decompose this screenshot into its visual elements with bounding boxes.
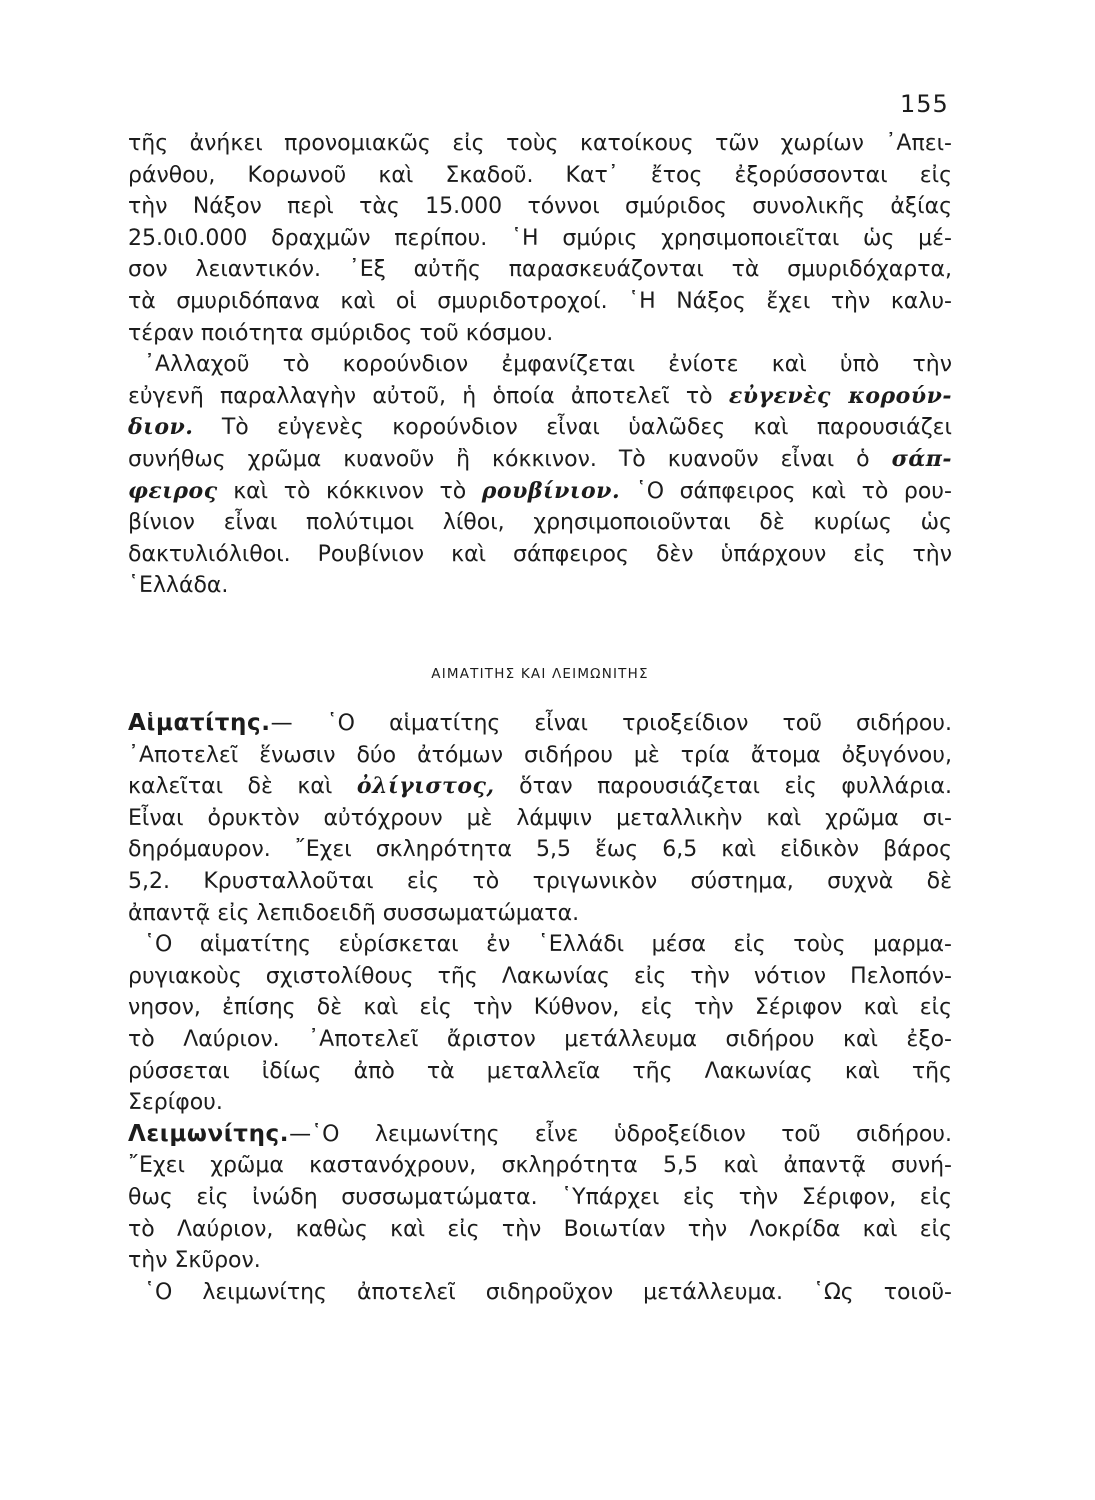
text-line <box>128 381 952 413</box>
text-line <box>128 444 952 476</box>
text-line: βίνιον εἶναι πολύτιμοι λίθοι, χρησιμοποιοῦνται δὲ κυρίως ὡς <box>128 510 952 536</box>
term-noble-corundum-end: διον. <box>128 414 194 441</box>
text-line: ᾿Αλλαχοῦ τὸ κορούνδιον ἐμφανίζεται ἐνίοτε καὶ ὑπὸ τὴν <box>144 352 952 378</box>
text-line: δακτυλιόλιθοι. Ρουβίνιον καὶ σάπφειρος δὲν ὑπάρχουν εἰς τὴν <box>128 541 952 567</box>
text-line: θως εἰς ἰνώδη συσσωματώματα. ῾Υπάρχει εἰς τὴν Σέριφον, εἰς <box>128 1184 952 1210</box>
paragraph-hematite <box>128 708 952 929</box>
text-segment: — ῾Ο αἱματίτης εἶναι τριοξείδιον τοῦ σιδήρου. <box>270 711 952 736</box>
text-line: ρυγιακοὺς σχιστολίθους τῆς Λακωνίας εἰς τὴν νότιον Πελοπόν- <box>128 963 952 989</box>
text-segment: —῾Ο λειμωνίτης εἶνε ὑδροξείδιον τοῦ σιδήρου. <box>289 1121 952 1147</box>
text-segment: ῾Ο σάπφειρος καὶ τὸ ρου- <box>635 478 952 504</box>
text-line: τῆς ἀνήκει προνομιακῶς εἰς τοὺς κατοίκους τῶν χωρίων ᾿Απει- <box>128 131 952 156</box>
paragraph-hematite-locations <box>128 929 952 1119</box>
text-line <box>128 1119 952 1151</box>
text-segment: Τὸ εὐγενὲς κορούνδιον εἶναι ὑαλῶδες καὶ παρουσιάζει <box>221 415 952 441</box>
text-line: ρύσσεται ἰδίως ἀπὸ τὰ μεταλλεῖα τῆς Λακωνίας καὶ τῆς <box>128 1058 952 1084</box>
heading-limonite: Λειμωνίτης. <box>128 1120 290 1147</box>
text-line: τὴν Σκῦρον. <box>128 1248 261 1274</box>
text-line: ράνθου, Κορωνοῦ καὶ Σκαδοῦ. Κατ᾿ ἔτος ἐξορύσσονται εἰς <box>128 162 952 188</box>
text-line <box>128 771 952 803</box>
term-oligist: ὀλίγιστος, <box>356 773 495 800</box>
text-block-upper <box>128 128 952 602</box>
text-line: Σερίφου. <box>128 1090 223 1116</box>
text-segment: εὐγενῆ παραλλαγὴν αὐτοῦ, ἡ ὁποία ἀποτελεῖ τὸ <box>128 383 713 409</box>
text-line: σον λειαντικόν. ᾿Εξ αὐτῆς παρασκευάζονται τὰ σμυριδόχαρτα, <box>128 257 952 283</box>
text-line: ῾Ελλάδα. <box>128 573 229 599</box>
term-sapphire: σάπ- <box>891 445 952 472</box>
text-line: ἀπαντᾷ εἰς λεπιδοειδῆ συσσωματώματα. <box>128 900 580 926</box>
text-segment: συνήθως χρῶμα κυανοῦν ἢ κόκκινον. Τὸ κυανοῦν εἶναι ὁ <box>128 446 870 472</box>
text-segment: ὅταν παρουσιάζεται εἰς φυλλάρια. <box>519 774 953 800</box>
text-line: τὴν Νάξον περὶ τὰς 15.000 τόννοι σμύριδος συνολικῆς ἀξίας <box>128 194 952 220</box>
term-sapphire-end: φειρος <box>128 477 218 504</box>
text-line <box>128 708 952 740</box>
paragraph-limonite-ore <box>128 1277 952 1309</box>
text-segment: καλεῖται δὲ καὶ <box>128 774 333 800</box>
text-line: 5,2. Κρυσταλλοῦται εἰς τὸ τριγωνικὸν σύστημα, συχνὰ δὲ <box>128 868 952 894</box>
text-line: νησον, ἐπίσης δὲ καὶ εἰς τὴν Κύθνον, εἰς τὴν Σέριφον καὶ εἰς <box>128 995 952 1021</box>
text-line: ᾿Αποτελεῖ ἕνωσιν δύο ἀτόμων σιδήρου μὲ τρία ἄτομα ὀξυγόνου, <box>128 742 952 768</box>
text-line: τὸ Λαύριον. ᾿Αποτελεῖ ἄριστον μετάλλευμα σιδήρου καὶ ἐξο- <box>128 1026 952 1052</box>
term-noble-corundum: εὐγενὲς κορούν- <box>728 382 952 409</box>
text-line: δηρόμαυρον. ῎Εχει σκληρότητα 5,5 ἕως 6,5 καὶ εἰδικὸν βάρος <box>128 837 952 863</box>
text-line: ῎Εχει χρῶμα καστανόχρουν, σκληρότητα 5,5 καὶ ἀπαντᾷ συνή- <box>128 1153 952 1179</box>
section-heading: ΑΙΜΑΤΙΤΗΣ ΚΑΙ ΛΕΙΜΩΝΙΤΗΣ <box>431 666 649 682</box>
text-line: Εἶναι ὀρυκτὸν αὐτόχρουν μὲ λάμψιν μεταλλικὴν καὶ χρῶμα σι- <box>128 805 952 831</box>
text-line: τὰ σμυριδόπανα καὶ οἱ σμυριδοτροχοί. ῾Η Νάξος ἔχει τὴν καλυ- <box>128 288 952 314</box>
text-line: ῾Ο λειμωνίτης ἀποτελεῖ σιδηροῦχον μετάλλευμα. ῾Ως τοιοῦ- <box>144 1279 952 1305</box>
text-line <box>128 476 952 508</box>
text-line <box>128 412 952 444</box>
text-block-lower <box>128 708 952 1308</box>
heading-hematite: Αἱματίτης. <box>128 710 271 736</box>
text-line: 25.0ι0.000 δραχμῶν περίπου. ῾Η σμύρις χρησιμοποιεῖται ὡς μέ- <box>128 225 952 251</box>
page-number: 155 <box>900 90 949 118</box>
text-line: τέραν ποιότητα σμύριδος τοῦ κόσμου. <box>128 320 554 346</box>
text-line: ῾Ο αἱματίτης εὑρίσκεται ἐν ῾Ελλάδι μέσα εἰς τοὺς μαρμα- <box>144 932 952 958</box>
text-segment: καὶ τὸ κόκκινον τὸ <box>233 478 467 504</box>
text-line: τὸ Λαύριον, καθὼς καὶ εἰς τὴν Βοιωτίαν τὴν Λοκρίδα καὶ εἰς <box>128 1216 952 1242</box>
paragraph-naxos-emery <box>128 128 952 349</box>
paragraph-corundum <box>128 349 952 602</box>
paragraph-limonite <box>128 1119 952 1277</box>
term-ruby: ρουβίνιον. <box>481 477 621 504</box>
